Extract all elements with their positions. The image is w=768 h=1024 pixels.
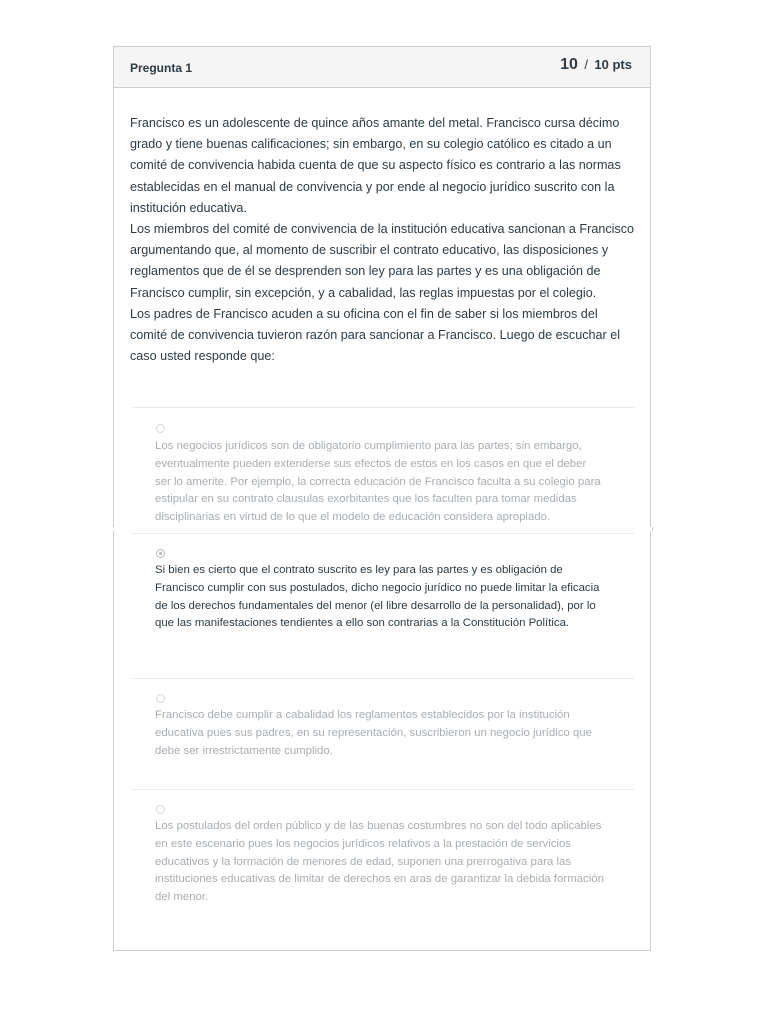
points-total: 10 pts (594, 57, 632, 72)
question-title: Pregunta 1 (130, 61, 193, 75)
answer-radio-3[interactable] (156, 694, 165, 703)
question-paragraph: Los miembros del comité de convivencia de la institución educativa sancionan a Francisco argumentando que, al momento de suscribir el contrato educativo, las disposiciones y reglamentos que de él se desprenden son ley para las partes y es una obligación de Francisco cumplir, sin excepción, y a cabalidad, las reglas impuestas por el colegio. (130, 222, 635, 300)
answer-radio-2[interactable] (156, 549, 165, 558)
points-separator: / (584, 57, 588, 72)
answer-option-4[interactable] (132, 789, 634, 930)
answer-radio-4[interactable] (156, 805, 165, 814)
answer-text-2: Si bien es cierto que el contrato suscrito es ley para las partes y es obligación de Francisco cumplir con sus postulados, dicho negocio jurídico no puede limitar la eficacia de los derechos fundamentales del menor (el libre desarrollo de la personalidad), por lo que las manifestaciones tendientes a ello son contrarias a la Constitución Política. (155, 564, 600, 630)
page-seam (113, 527, 653, 531)
question-paragraph: Los padres de Francisco acuden a su oficina con el fin de saber si los miembros del comité de convivencia tuvieron razón para sancionar a Francisco. Luego de escuchar el caso usted responde que: (130, 306, 621, 364)
answer-option-2[interactable] (132, 533, 634, 678)
question-text (130, 113, 638, 367)
answer-option-3[interactable] (132, 678, 634, 789)
answer-text-1: Los negocios jurídicos son de obligatorio cumplimiento para las partes; sin embargo, eventualmente pueden extenderse sus efectos de estos en los casos en que el deber ser lo amerite. Por ejemplo, la correcta educación de Francisco faculta a su colegio para estipular en su contrato clausulas exorbitantes que los faculten para tomar medidas disciplinarias en virtud de lo que el modelo de educación considera apropiado. (155, 440, 601, 524)
answer-radio-1[interactable] (156, 424, 165, 433)
question-card (113, 46, 651, 951)
points-earned: 10 (560, 56, 578, 73)
question-paragraph: Francisco es un adolescente de quince años amante del metal. Francisco cursa décimo grado y tiene buenas calificaciones; sin embargo, en su colegio católico es citado a un comité de convivencia habida cuenta de que su aspecto físico es contrario a las normas establecidas en el manual de convivencia y por ende al negocio jurídico suscrito con la institución educativa. (130, 116, 621, 215)
question-points (560, 56, 632, 74)
question-header (114, 47, 650, 88)
answer-text-3: Francisco debe cumplir a cabalidad los reglamentos establecidos por la institución educativa pues sus padres, en su representación, suscribieron un negocio jurídico que debe ser irrestrictamente cumplido. (155, 709, 592, 757)
answer-option-1[interactable] (132, 407, 634, 530)
answer-text-4: Los postulados del orden público y de las buenas costumbres no son del todo aplicables en este escenario pues los negocios jurídicos relativos a la prestación de servicios educativos y la formación de menores de edad, suponen una prerrogativa para las instituciones educativas de limitar de derechos en aras de garantizar la debida formación del menor. (155, 820, 604, 904)
